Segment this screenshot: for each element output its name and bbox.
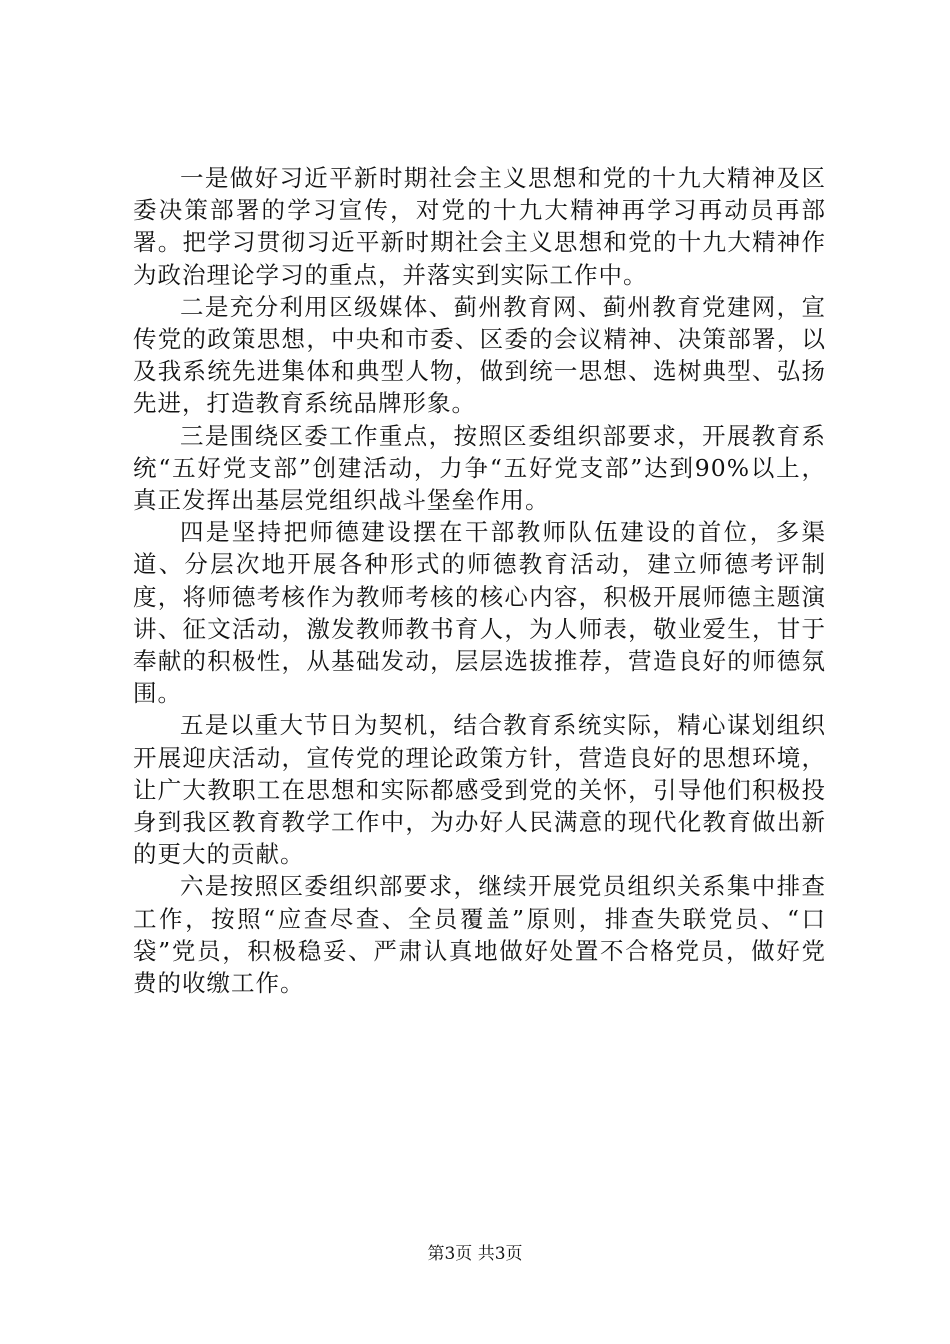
paragraph-4: 四是坚持把师德建设摆在干部教师队伍建设的首位，多渠道、分层次地开展各种形式的师德教育活动，建立师德考评制度，将师德考核作为教师考核的核心内容，积极开展师德主题演讲、征文活动，激发教师教书育人，为人师表，敬业爱生，甘于奉献的积极性，从基础发动，层层选拔推荐，营造良好的师德氛围。 [133,518,826,708]
paragraph-3: 三是围绕区委工作重点，按照区委组织部要求，开展教育系统“五好党支部”创建活动，力争“五好党支部”达到90%以上，真正发挥出基层党组织战斗堡垒作用。 [133,421,826,515]
paragraph-1: 一是做好习近平新时期社会主义思想和党的十九大精神及区委决策部署的学习宣传，对党的十九大精神再学习再动员再部署。把学习贯彻习近平新时期社会主义思想和党的十九大精神作为政治理论学习的重点，并落实到实际工作中。 [133,164,826,289]
paragraph-6: 六是按照区委组织部要求，继续开展党员组织关系集中排查工作，按照“应查尽查、全员覆盖”原则，排查失联党员、“口袋”党员，积极稳妥、严肃认真地做好处置不合格党员，做好党费的收缴工作。 [133,872,826,998]
page-number-footer: 第3页 共3页 [427,1244,523,1264]
document-body [133,162,826,999]
paragraph-2: 二是充分利用区级媒体、蓟州教育网、蓟州教育党建网，宣传党的政策思想，中央和市委、区委的会议精神、决策部署，以及我系统先进集体和典型人物，做到统一思想、选树典型、弘扬先进，打造教育系统品牌形象。 [133,292,826,418]
paragraph-5: 五是以重大节日为契机，结合教育系统实际，精心谋划组织开展迎庆活动，宣传党的理论政策方针，营造良好的思想环境，让广大教职工在思想和实际都感受到党的关怀，引导他们积极投身到我区教育教学工作中，为办好人民满意的现代化教育做出新的更大的贡献。 [133,711,826,869]
